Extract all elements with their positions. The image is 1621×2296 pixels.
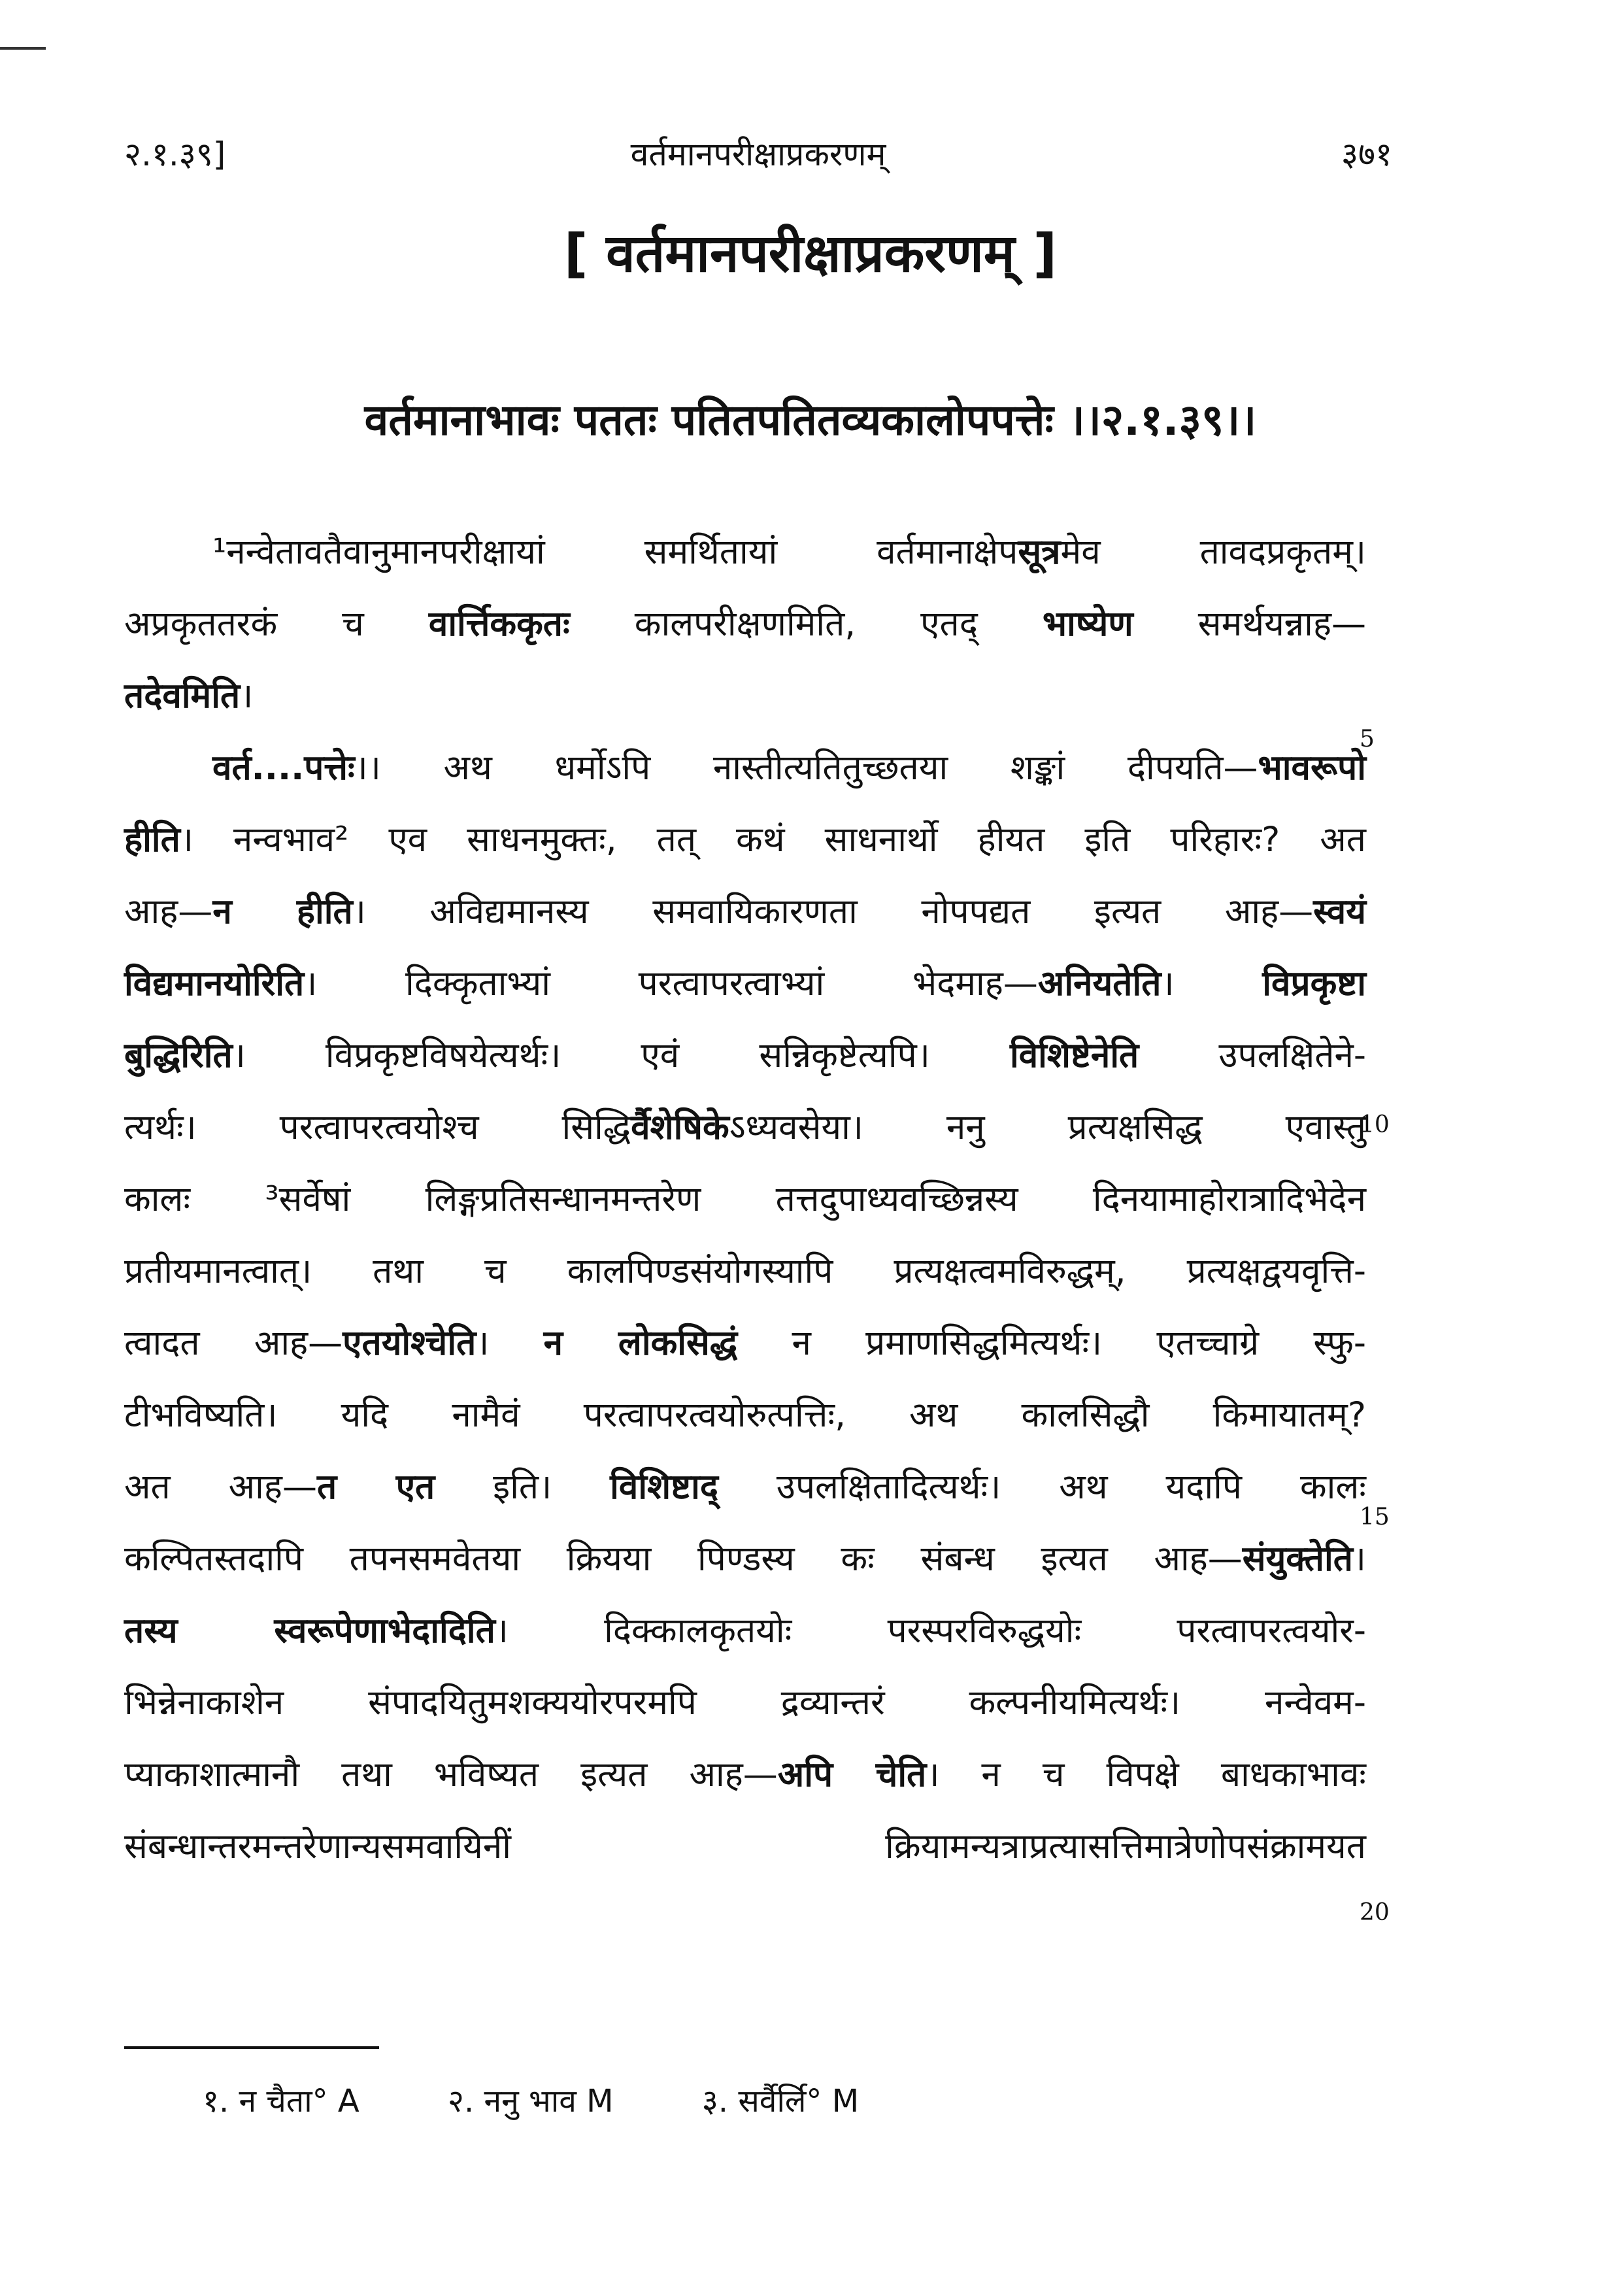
running-header bbox=[124, 131, 1392, 177]
commentary-line bbox=[124, 1236, 1366, 1308]
commentary-line bbox=[124, 948, 1366, 1020]
bold-lemma: अनियतेति bbox=[1037, 964, 1161, 1004]
bold-lemma: त एत bbox=[316, 1467, 435, 1507]
text-run: प्याकाशात्मानौ तथा भविष्यत इत्यत आह— bbox=[124, 1755, 778, 1795]
bold-lemma: हीति bbox=[124, 820, 180, 860]
commentary-line bbox=[124, 804, 1366, 876]
commentary-line bbox=[124, 1164, 1366, 1236]
text-run: ऽध्यवसेया। ननु प्रत्यक्षसिद्ध एवास्तु bbox=[729, 1107, 1366, 1147]
sutra-reference: २.१.३९] bbox=[124, 135, 226, 173]
commentary-line bbox=[124, 1739, 1366, 1811]
commentary-line bbox=[124, 1020, 1366, 1092]
commentary-line bbox=[124, 1595, 1366, 1667]
footnote-2: २. ननु भाव M bbox=[448, 2083, 614, 2119]
text-run: उपलक्षितेने- bbox=[1139, 1036, 1366, 1075]
text-run: अप्रकृततरकं च bbox=[124, 604, 429, 644]
commentary-body bbox=[124, 516, 1366, 1883]
text-run: । दिक्कालकृतयोः परस्परविरुद्धयोः परत्वापरत्वयोर- bbox=[495, 1611, 1366, 1651]
section-title: [ वर्तमानपरीक्षाप्रकरणम् ] bbox=[563, 223, 1058, 284]
text-run: उपलक्षितादित्यर्थः। अथ यदापि कालः bbox=[718, 1467, 1366, 1507]
bold-lemma: विद्यमानयोरिति bbox=[124, 964, 305, 1004]
bold-lemma: विशिष्टाद् bbox=[610, 1467, 718, 1507]
bold-lemma: न हीति bbox=[212, 892, 353, 932]
text-run: कल्पितस्तदापि तपनसमवेतया क्रियया पिण्डस्य कः संबन्ध इत्यत आह— bbox=[124, 1539, 1243, 1579]
bold-lemma: भाष्येण bbox=[1042, 604, 1133, 644]
text-run: । न च विपक्षे बाधकाभावः bbox=[926, 1755, 1366, 1795]
bold-lemma: विप्रकृष्टा bbox=[1262, 964, 1367, 1004]
line-number: 5 bbox=[1360, 726, 1375, 752]
footnote-3: ३. सर्वैर्लि° M bbox=[701, 2083, 860, 2119]
text-run: टीभविष्यति। यदि नामैवं परत्वापरत्वयोरुत्पत्तिः, अथ कालसिद्धौ किमायातम्? bbox=[124, 1395, 1366, 1435]
sutra-text: वर्तमानाभावः पततः पतितपतितव्यकालोपपत्तेः ।।२.१.३९।। bbox=[364, 395, 1257, 445]
bold-lemma: एतयोश्चेति bbox=[343, 1323, 476, 1363]
bold-lemma: बुद्धिरिति bbox=[124, 1036, 233, 1075]
footnotes bbox=[203, 2079, 937, 2121]
commentary-line bbox=[124, 660, 1366, 732]
line-number: 10 bbox=[1360, 1111, 1390, 1138]
text-run: इति। bbox=[435, 1467, 610, 1507]
commentary-line bbox=[124, 516, 1366, 588]
text-run: । bbox=[1352, 1539, 1366, 1579]
bold-lemma: तदेवमिति bbox=[124, 676, 241, 716]
commentary-line bbox=[124, 876, 1366, 948]
bold-lemma: वर्त....पत्तेः bbox=[212, 748, 355, 788]
footnote-divider bbox=[124, 2046, 379, 2049]
bold-lemma: न लोकसिद्धं bbox=[543, 1323, 738, 1363]
text-run: । अविद्यमानस्य समवायिकारणता नोपपद्यत इत्यत आह— bbox=[352, 892, 1314, 932]
text-run: । bbox=[476, 1323, 544, 1363]
bold-lemma: स्वयं bbox=[1313, 892, 1366, 932]
text-run: ¹नन्वेतावतैवानुमानपरीक्षायां समर्थितायां वर्तमानाक्षेप bbox=[212, 532, 1018, 572]
commentary-line bbox=[124, 1811, 1366, 1883]
bold-lemma: संयुक्तेति bbox=[1242, 1539, 1353, 1579]
text-run: । bbox=[1161, 964, 1263, 1004]
commentary-line bbox=[124, 1092, 1366, 1164]
text-run: । विप्रकृष्टविषयेत्यर्थः। एवं सन्निकृष्टेत्यपि। bbox=[232, 1036, 1010, 1075]
commentary-line bbox=[124, 732, 1366, 804]
text-run: कालः ³सर्वेषां लिङ्गप्रतिसन्धानमन्तरेण तत्तदुपाध्यवच्छिन्नस्य दिनयामाहोरात्रादिभेदेन bbox=[124, 1179, 1366, 1219]
bold-lemma: भावरूपो bbox=[1258, 748, 1366, 788]
running-title: वर्तमानपरीक्षाप्रकरणम् bbox=[630, 135, 886, 173]
line-number: 20 bbox=[1360, 1899, 1390, 1926]
text-run: प्रतीयमानत्वात्। तथा च कालपिण्डसंयोगस्यापि प्रत्यक्षत्वमविरुद्धम्, प्रत्यक्षद्वयवृत्ति- bbox=[124, 1251, 1366, 1291]
line-number: 15 bbox=[1360, 1504, 1390, 1530]
text-run: । bbox=[240, 676, 254, 716]
text-run: समर्थयन्नाह— bbox=[1133, 604, 1366, 644]
bold-lemma: र्वैशेषिके bbox=[631, 1107, 729, 1147]
bold-lemma: विशिष्टेनेति bbox=[1009, 1036, 1139, 1075]
bold-lemma: अपि चेति bbox=[777, 1755, 927, 1795]
text-run: त्यर्थः। परत्वापरत्वयोश्च सिद्धि bbox=[124, 1107, 631, 1147]
footnote-1: १. न चैता° A bbox=[203, 2083, 359, 2119]
text-run: आह— bbox=[124, 892, 213, 932]
text-run: मेव तावदप्रकृतम्। bbox=[1060, 532, 1366, 572]
text-run: । नन्वभाव² एव साधनमुक्तः, तत् कथं साधनार्थो हीयत इति परिहारः? अत bbox=[180, 820, 1366, 860]
text-run: भिन्नेनाकाशेन संपादयितुमशक्ययोरपरमपि द्रव्यान्तरं कल्पनीयमित्यर्थः। नन्वेवम- bbox=[124, 1683, 1366, 1723]
text-run: न प्रमाणसिद्धमित्यर्थः। एतच्चाग्रे स्फु- bbox=[737, 1323, 1367, 1363]
commentary-line bbox=[124, 1523, 1366, 1595]
commentary-line bbox=[124, 1667, 1366, 1739]
bold-lemma: वार्त्तिककृतः bbox=[428, 604, 570, 644]
text-run: अत आह— bbox=[124, 1467, 317, 1507]
text-run: कालपरीक्षणमिति, एतद् bbox=[569, 604, 1043, 644]
text-run: । दिक्कृताभ्यां परत्वापरत्वाभ्यां भेदमाह— bbox=[304, 964, 1038, 1004]
commentary-line bbox=[124, 1379, 1366, 1451]
text-run: त्वादत आह— bbox=[124, 1323, 343, 1363]
text-run: संबन्धान्तरमन्तरेणान्यसमवायिनीं क्रियामन्यत्राप्रत्यासत्तिमात्रेणोपसंक्रामयत bbox=[124, 1827, 1366, 1866]
bold-lemma: सूत्र bbox=[1018, 532, 1061, 572]
page-number: ३७१ bbox=[1341, 135, 1392, 173]
commentary-line bbox=[124, 1451, 1366, 1523]
scan-edge-mark bbox=[0, 47, 46, 50]
text-run: ।। अथ धर्मोऽपि नास्तीत्यतितुच्छतया शङ्कां दीपयति— bbox=[354, 748, 1258, 788]
commentary-line bbox=[124, 1308, 1366, 1379]
commentary-line bbox=[124, 588, 1366, 660]
bold-lemma: तस्य स्वरूपेणाभेदादिति bbox=[124, 1611, 495, 1651]
